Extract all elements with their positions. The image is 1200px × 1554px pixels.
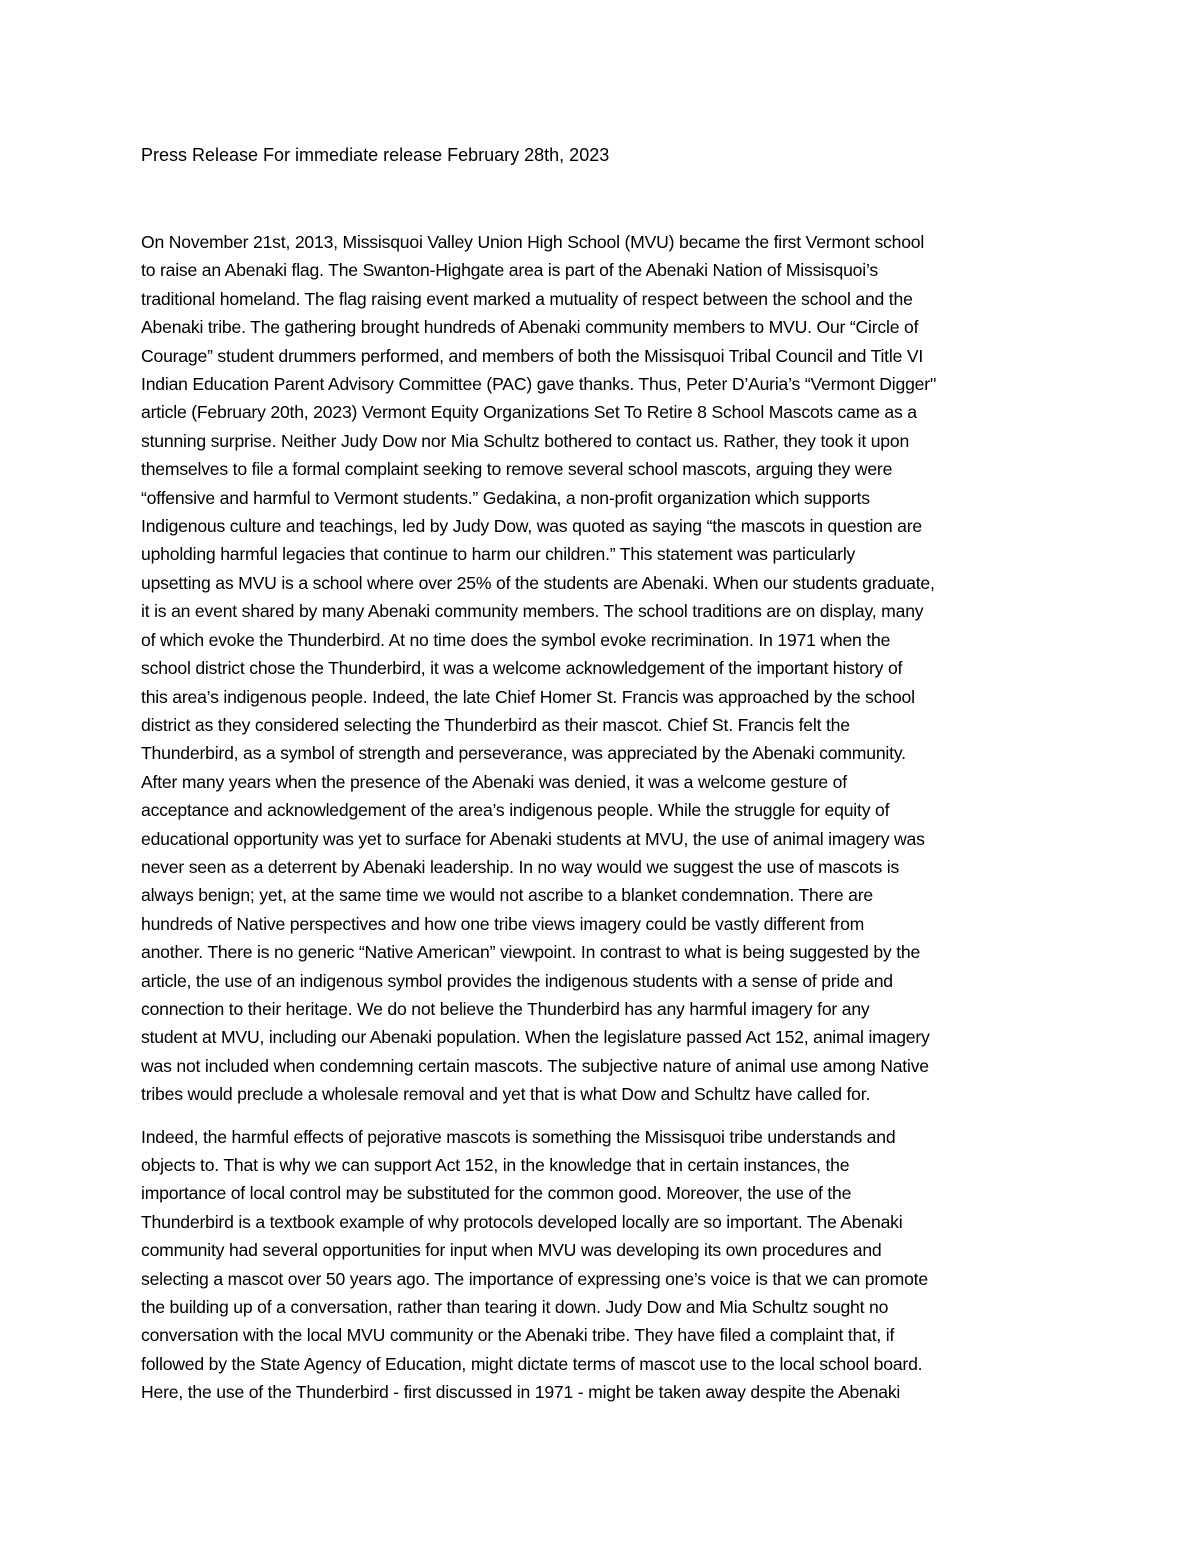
paragraph-line: article, the use of an indigenous symbol provides the indigenous students with a sense of pride and <box>141 970 893 991</box>
paragraph-line: another. There is no generic “Native American” viewpoint. In contrast to what is being suggested by the <box>141 942 921 963</box>
paragraph-line: followed by the State Agency of Education, might dictate terms of mascot use to the local school board. <box>141 1353 923 1374</box>
press-release-header: Press Release For immediate release February 28th, 2023 <box>141 145 610 165</box>
paragraph-line: upholding harmful legacies that continue to harm our children.” This statement was particularly <box>141 544 856 565</box>
paragraph-line: After many years when the presence of the Abenaki was denied, it was a welcome gesture of <box>141 771 847 792</box>
paragraph-spacer <box>141 1109 1059 1123</box>
paragraph-line: On November 21st, 2013, Missisquoi Valley Union High School (MVU) became the first Vermont school <box>141 232 925 252</box>
paragraph-line: selecting a mascot over 50 years ago. The importance of expressing one’s voice is that we can promote <box>141 1268 928 1289</box>
paragraph-line: Indigenous culture and teachings, led by Judy Dow, was quoted as saying “the mascots in question are <box>141 516 922 537</box>
paragraph-line: tribes would preclude a wholesale removal and yet that is what Dow and Schultz have called for. <box>141 1084 871 1105</box>
paragraph-1 <box>141 228 1059 1109</box>
document-body <box>141 228 1059 1407</box>
paragraph-line: connection to their heritage. We do not believe the Thunderbird has any harmful imagery for any <box>141 998 870 1019</box>
paragraph-line: themselves to file a formal complaint seeking to remove several school mascots, arguing they were <box>141 459 893 480</box>
paragraph-line: of which evoke the Thunderbird. At no time does the symbol evoke recrimination. In 1971 when the <box>141 629 891 650</box>
paragraph-line: article (February 20th, 2023) Vermont Equity Organizations Set To Retire 8 School Mascots came as a <box>141 402 917 423</box>
paragraph-line: Here, the use of the Thunderbird - first discussed in 1971 - might be taken away despite the Abenaki <box>141 1382 901 1403</box>
paragraph-line: Indeed, the harmful effects of pejorative mascots is something the Missisquoi tribe understands and <box>141 1126 896 1147</box>
paragraph-line: Indian Education Parent Advisory Committee (PAC) gave thanks. Thus, Peter D’Auria’s “Vermont Digger'' <box>141 374 937 395</box>
paragraph-line: student at MVU, including our Abenaki population. When the legislature passed Act 152, animal imagery <box>141 1027 930 1048</box>
paragraph-line: acceptance and acknowledgement of the area’s indigenous people. While the struggle for equity of <box>141 800 890 821</box>
paragraph-line: district as they considered selecting the Thunderbird as their mascot. Chief St. Francis felt the <box>141 714 850 735</box>
paragraph-line: Thunderbird, as a symbol of strength and perseverance, was appreciated by the Abenaki community. <box>141 743 906 764</box>
paragraph-line: conversation with the local MVU community or the Abenaki tribe. They have filed a complaint that, if <box>141 1325 895 1346</box>
paragraph-line: the building up of a conversation, rather than tearing it down. Judy Dow and Mia Schultz sought no <box>141 1297 889 1318</box>
paragraph-line: Abenaki tribe. The gathering brought hundreds of Abenaki community members to MVU. Our “Circle of <box>141 317 919 338</box>
paragraph-line: always benign; yet, at the same time we would not ascribe to a blanket condemnation. There are <box>141 885 873 906</box>
paragraph-line: was not included when condemning certain mascots. The subjective nature of animal use among Native <box>141 1055 929 1076</box>
paragraph-line: traditional homeland. The flag raising event marked a mutuality of respect between the school and the <box>141 288 913 309</box>
paragraph-line: it is an event shared by many Abenaki community members. The school traditions are on display, many <box>141 601 924 622</box>
paragraph-line: stunning surprise. Neither Judy Dow nor Mia Schultz bothered to contact us. Rather, they took it upon <box>141 430 910 451</box>
paragraph-line: never seen as a deterrent by Abenaki leadership. In no way would we suggest the use of mascots is <box>141 856 900 877</box>
paragraph-line: hundreds of Native perspectives and how one tribe views imagery could be vastly different from <box>141 913 865 934</box>
paragraph-2 <box>141 1123 1059 1407</box>
paragraph-line: importance of local control may be substituted for the common good. Moreover, the use of the <box>141 1183 852 1204</box>
paragraph-line: community had several opportunities for input when MVU was developing its own procedures and <box>141 1240 882 1261</box>
paragraph-line: objects to. That is why we can support Act 152, in the knowledge that in certain instances, the <box>141 1155 850 1175</box>
paragraph-line: this area’s indigenous people. Indeed, the late Chief Homer St. Francis was approached by the school <box>141 686 915 707</box>
paragraph-line: school district chose the Thunderbird, it was a welcome acknowledgement of the important history of <box>141 658 903 679</box>
paragraph-line: educational opportunity was yet to surface for Abenaki students at MVU, the use of animal imagery was <box>141 828 925 849</box>
paragraph-line: Thunderbird is a textbook example of why protocols developed locally are so important. The Abenaki <box>141 1211 903 1232</box>
paragraph-line: Courage” student drummers performed, and members of both the Missisquoi Tribal Council and Title VI <box>141 345 924 366</box>
paragraph-line: to raise an Abenaki flag. The Swanton-Highgate area is part of the Abenaki Nation of Missisquoi’s <box>141 260 878 281</box>
paragraph-line: upsetting as MVU is a school where over 25% of the students are Abenaki. When our students graduate, <box>141 572 935 593</box>
paragraph-line: “offensive and harmful to Vermont students.” Gedakina, a non-profit organization which supports <box>141 487 870 508</box>
